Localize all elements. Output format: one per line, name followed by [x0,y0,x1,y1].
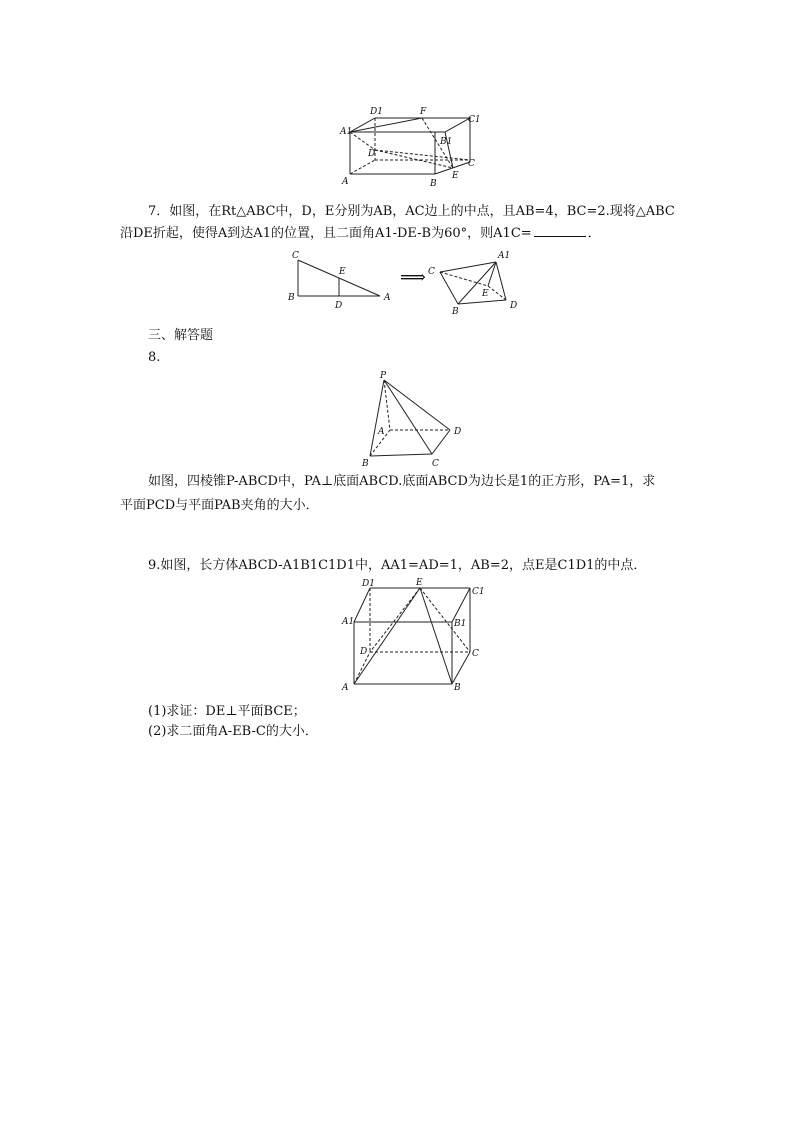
label-E: E [482,289,489,299]
label-B: B [452,307,459,317]
label-A1: A1 [498,251,511,261]
label-F: F [420,107,427,117]
figure-cuboid [340,578,486,694]
q9-line1: 9.如图，长方体ABCD-A1B1C1D1中，AA1=AD=1，AB=2，点E是C1D1的中点． [148,558,647,573]
label-D: D [454,427,462,437]
figure-triangle [288,250,398,312]
label-B: B [430,179,437,189]
label-B: B [362,459,369,469]
label-C: C [432,459,439,469]
q9-part1: (1)求证：DE⊥平面BCE； [148,704,306,719]
label-C: C [472,649,479,659]
label-A1: A1 [342,617,355,627]
figure-pyramid [362,372,472,468]
label-B1: B1 [440,137,453,147]
q8-line2: 平面PCD与平面PAB夹角的大小． [120,498,319,513]
label-D1: D1 [362,579,375,589]
label-E: E [339,267,346,277]
q7-line1: 7．如图，在Rt△ABC中，D，E分别为AB，AC边上的中点，且AB=4，BC=2.现将△ABC [148,204,675,219]
label-D: D [368,149,376,159]
label-B: B [454,683,461,693]
label-B: B [288,293,295,303]
label-E: E [416,578,423,588]
implies-arrow: ⟹ [400,267,426,288]
section-title: 三、解答题 [148,328,214,343]
label-A1: A1 [340,127,353,137]
q7-line2-end: ． [587,226,601,241]
label-D: D [335,301,343,311]
figure-folded [426,248,526,318]
label-B1: B1 [454,619,467,629]
label-C: C [428,267,435,277]
label-C: C [292,251,299,261]
label-C1: C1 [468,115,481,125]
q7-line2 [120,222,601,246]
label-D: D [360,647,368,657]
label-D: D [510,301,518,311]
label-A: A [342,177,349,187]
label-P: P [380,371,387,381]
label-A: A [384,293,391,303]
figure-prism [340,104,480,190]
q7-line2-text: 沿DE折起，使得A到达A1的位置，且二面角A1-DE-B为60°，则A1C= [120,226,532,241]
q8-number: 8. [148,350,161,365]
label-C1: C1 [472,587,485,597]
label-E: E [452,171,459,181]
q8-line1: 如图，四棱锥P-ABCD中，PA⊥底面ABCD.底面ABCD为边长是1的正方形，PA=1，求 [148,474,656,489]
label-A: A [378,427,385,437]
label-C: C [468,159,475,169]
label-A: A [342,683,349,693]
label-D1: D1 [370,107,383,117]
answer-blank [534,224,586,237]
q9-part2: (2)求二面角A-EB-C的大小． [148,724,318,739]
